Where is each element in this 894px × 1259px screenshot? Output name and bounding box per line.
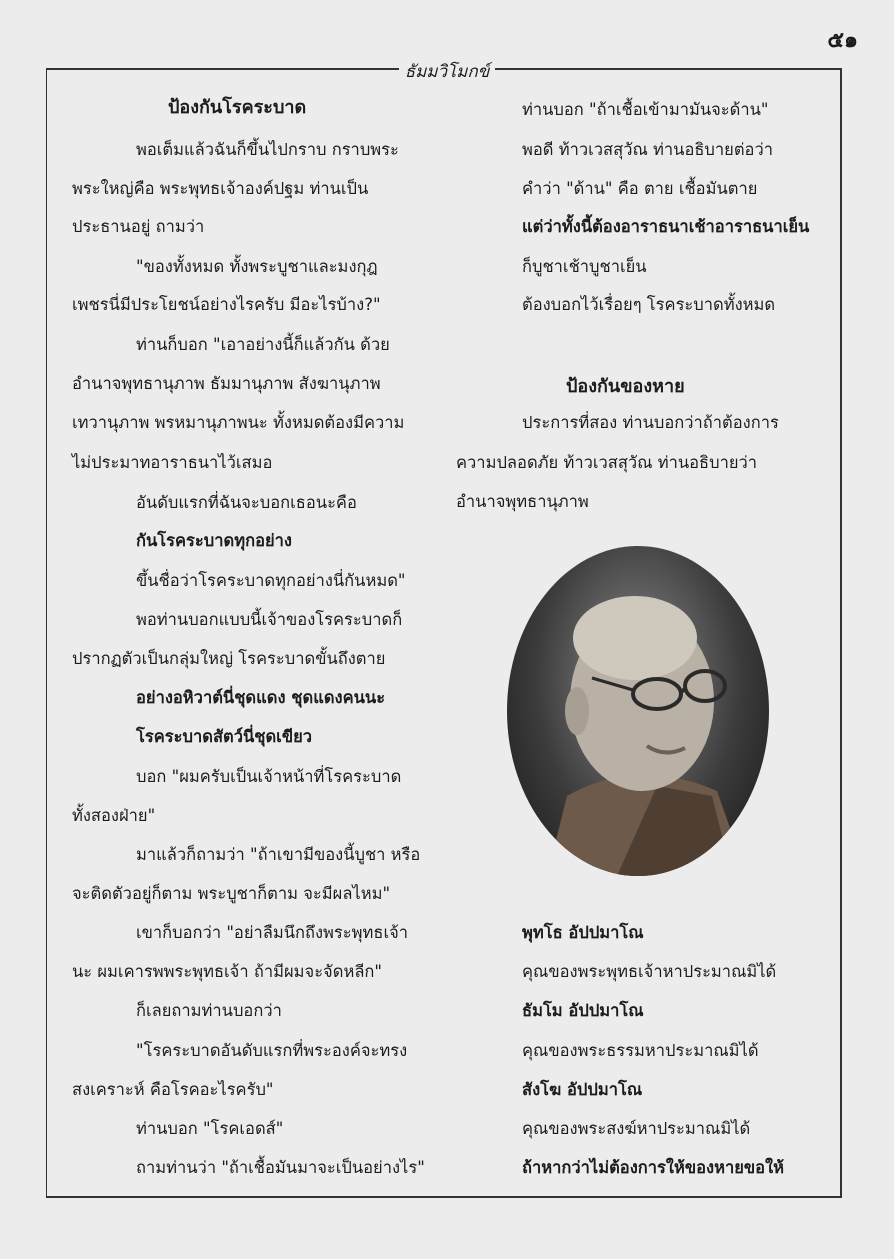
paragraph-line: เพชรนี่มีประโยชน์อย่างไรครับ มีอะไรบ้าง?" (72, 295, 381, 314)
paragraph-line: ประธานอยู่ ถามว่า (72, 217, 205, 236)
paragraph-line: อันดับแรกที่ฉันจะบอกเธอนะคือ (136, 493, 357, 512)
paragraph-line: ก็บูชาเช้าบูชาเย็น (522, 257, 647, 276)
pali-verse-line: สังโฆ อัปปมาโณ (522, 1080, 643, 1099)
paragraph-line: พอเต็มแล้วฉันก็ขึ้นไปกราบ กราบพระ (136, 140, 399, 159)
paragraph-line: คุณของพระสงฆ์หาประมาณมิได้ (522, 1119, 751, 1138)
emphasis-line: ถ้าหากว่าไม่ต้องการให้ของหายขอให้ (522, 1158, 785, 1177)
paragraph-line: พระใหญ่คือ พระพุทธเจ้าองค์ปฐม ท่านเป็น (72, 179, 369, 198)
paragraph-line: ขึ้นชื่อว่าโรคระบาดทุกอย่างนี่กันหมด" (136, 571, 406, 590)
paragraph-line: ประการที่สอง ท่านบอกว่าถ้าต้องการ (522, 413, 779, 432)
paragraph-line: คำว่า "ด้าน" คือ ตาย เชื้อมันตาย (522, 179, 758, 198)
paragraph-line: เทวานุภาพ พรหมานุภาพนะ ทั้งหมดต้องมีความ (72, 413, 405, 432)
paragraph-line: ถามท่านว่า "ถ้าเชื้อมันมาจะเป็นอย่างไร" (136, 1158, 425, 1177)
page-number: ๕๑ (827, 28, 858, 53)
emphasis-line: โรคระบาดสัตว์นี่ชุดเขียว (136, 727, 313, 746)
paragraph-line: บอก "ผมครับเป็นเจ้าหน้าที่โรคระบาด (136, 767, 402, 786)
paragraph-line: นะ ผมเคารพพระพุทธเจ้า ถ้ามีผมจะจัดหลีก" (72, 962, 383, 981)
pali-verse-line: พุทโธ อัปปมาโณ (522, 923, 644, 942)
paragraph-line: อำนาจพุทธานุภาพ (456, 492, 589, 511)
paragraph-line: ท่านบอก "โรคเอดส์" (136, 1119, 284, 1138)
paragraph-line: ก็เลยถามท่านบอกว่า (136, 1001, 282, 1020)
running-header-text: ธัมมวิโมกข์ (399, 62, 496, 82)
paragraph-line: ทั้งสองฝ่าย" (72, 806, 156, 825)
paragraph-line: ท่านก็บอก "เอาอย่างนี้ก็แล้วกัน ด้วย (136, 335, 390, 354)
monk-portrait-illustration (507, 546, 769, 876)
paragraph-line: อำนาจพุทธานุภาพ ธัมมานุภาพ สังฆานุภาพ (72, 374, 381, 393)
paragraph-line: ปรากฏตัวเป็นกลุ่มใหญ่ โรคระบาดขั้นถึงตาย (72, 649, 386, 668)
paragraph-line: "โรคระบาดอันดับแรกที่พระองค์จะทรง (136, 1041, 408, 1060)
emphasis-line: กันโรคระบาดทุกอย่าง (136, 531, 292, 550)
paragraph-line: พอดี ท้าวเวสสุวัณ ท่านอธิบายต่อว่า (522, 140, 773, 159)
paragraph-line: จะติดตัวอยู่ก็ตาม พระบูชาก็ตาม จะมีผลไหม" (72, 884, 391, 903)
paragraph-line: ความปลอดภัย ท้าวเวสสุวัณ ท่านอธิบายว่า (456, 453, 758, 472)
paragraph-line: สงเคราะห์ คือโรคอะไรครับ" (72, 1080, 274, 1099)
running-header (0, 58, 894, 85)
paragraph-line: มาแล้วก็ถามว่า "ถ้าเขามีของนี้บูชา หรือ (136, 845, 421, 864)
section-heading: ป้องกันโรคระบาด (168, 97, 307, 118)
pali-verse-line: ธัมโม อัปปมาโณ (522, 1001, 644, 1020)
section-heading: ป้องกันของหาย (566, 376, 685, 397)
paragraph-line: ท่านบอก "ถ้าเชื้อเข้ามามันจะด้าน" (522, 100, 769, 119)
paragraph-line: ไม่ประมาทอาราธนาไว้เสมอ (72, 453, 273, 472)
emphasis-line: แต่ว่าทั้งนี้ต้องอาราธนาเช้าอาราธนาเย็น (522, 217, 810, 236)
paragraph-line: เขาก็บอกว่า "อย่าลืมนึกถึงพระพุทธเจ้า (136, 923, 409, 942)
paragraph-line: พอท่านบอกแบบนี้เจ้าของโรคระบาดก็ (136, 610, 403, 629)
paragraph-line: "ของทั้งหมด ทั้งพระบูชาและมงกุฎ (136, 257, 378, 276)
emphasis-line: อย่างอหิวาต์นี่ชุดแดง ชุดแดงคนนะ (136, 688, 386, 707)
paragraph-line: คุณของพระพุทธเจ้าหาประมาณมิได้ (522, 962, 777, 981)
paragraph-line: ต้องบอกไว้เรื่อยๆ โรคระบาดทั้งหมด (522, 295, 776, 314)
paragraph-line: คุณของพระธรรมหาประมาณมิได้ (522, 1041, 759, 1060)
monk-portrait-photo (507, 546, 769, 876)
